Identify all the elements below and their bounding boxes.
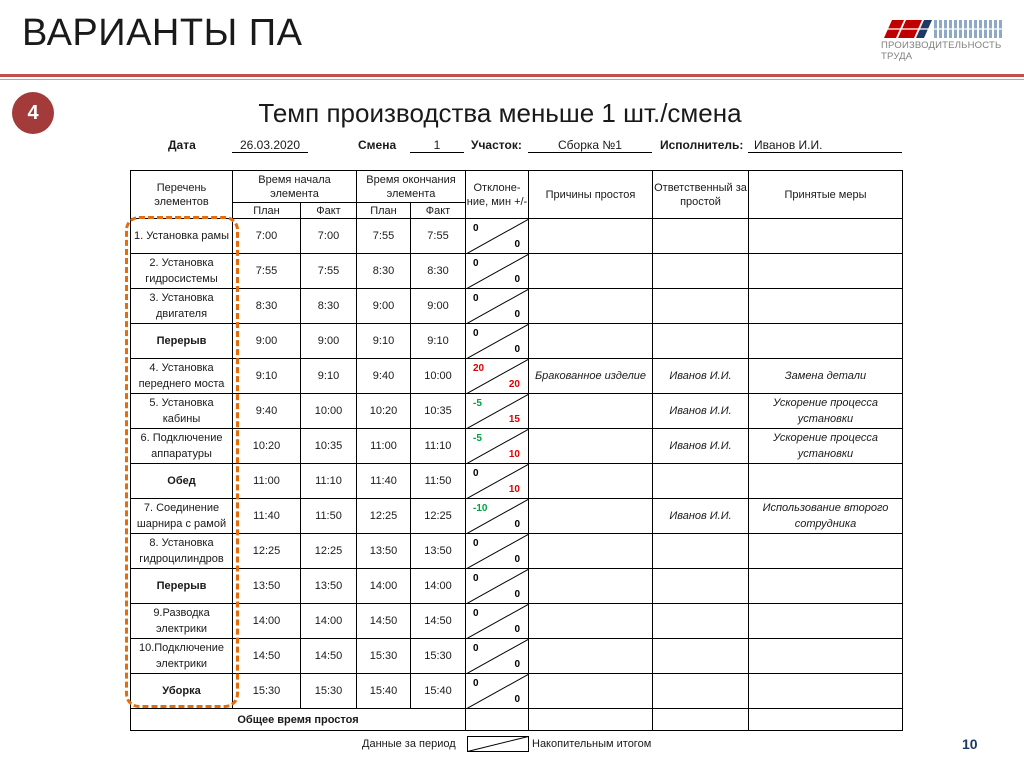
element-name: Уборка <box>131 674 233 709</box>
table-row <box>131 219 903 254</box>
start-fact-cell: 10:00 <box>301 394 357 429</box>
responsible-cell <box>653 324 749 359</box>
deviation-cumulative: 0 <box>514 659 520 670</box>
measure-cell <box>749 604 903 639</box>
measure-cell <box>749 254 903 289</box>
slide-title: ВАРИАНТЫ ПА <box>22 12 303 54</box>
measure-cell: Ускорение процесса установки <box>749 429 903 464</box>
header-start-time: Время начала элемента <box>233 171 357 203</box>
reason-cell <box>529 394 653 429</box>
measure-cell <box>749 464 903 499</box>
title-divider-thin <box>0 79 1024 80</box>
reason-cell <box>529 674 653 709</box>
start-plan-cell: 13:50 <box>233 569 301 604</box>
measure-cell: Ускорение процесса установки <box>749 394 903 429</box>
start-fact-cell: 13:50 <box>301 569 357 604</box>
table-row <box>131 429 903 464</box>
start-fact-cell: 9:00 <box>301 324 357 359</box>
end-plan-cell: 15:40 <box>357 674 411 709</box>
responsible-cell <box>653 674 749 709</box>
responsible-cell <box>653 639 749 674</box>
deviation-cell <box>466 359 529 394</box>
start-plan-cell: 9:00 <box>233 324 301 359</box>
start-plan-cell: 9:10 <box>233 359 301 394</box>
deviation-period: 0 <box>473 538 479 549</box>
start-plan-cell: 9:40 <box>233 394 301 429</box>
element-name: 3. Установка двигателя <box>131 289 233 324</box>
date-value: 26.03.2020 <box>232 138 308 153</box>
element-name: 6. Подключение аппаратуры <box>131 429 233 464</box>
table-row <box>131 534 903 569</box>
table-row <box>131 289 903 324</box>
reason-cell: Бракованное изделие <box>529 359 653 394</box>
deviation-cumulative: 15 <box>508 414 520 425</box>
table-row <box>131 254 903 289</box>
end-plan-cell: 7:55 <box>357 219 411 254</box>
deviation-period: 0 <box>473 293 479 304</box>
reason-cell <box>529 219 653 254</box>
table-row <box>131 324 903 359</box>
end-fact-cell: 12:25 <box>411 499 466 534</box>
step-badge: 4 <box>12 92 54 134</box>
measure-cell <box>749 219 903 254</box>
end-plan-cell: 11:00 <box>357 429 411 464</box>
deviation-cell <box>466 324 529 359</box>
start-fact-cell: 7:00 <box>301 219 357 254</box>
total-row <box>131 709 903 731</box>
end-fact-cell: 11:50 <box>411 464 466 499</box>
measure-cell <box>749 289 903 324</box>
end-plan-cell: 14:00 <box>357 569 411 604</box>
end-plan-cell: 9:40 <box>357 359 411 394</box>
deviation-cell <box>466 639 529 674</box>
reason-cell <box>529 604 653 639</box>
end-fact-cell: 9:10 <box>411 324 466 359</box>
start-plan-cell: 11:00 <box>233 464 301 499</box>
responsible-cell <box>653 219 749 254</box>
deviation-cumulative: 0 <box>514 309 520 320</box>
element-name: Перерыв <box>131 324 233 359</box>
deviation-period: 0 <box>473 258 479 269</box>
measure-cell <box>749 674 903 709</box>
start-fact-cell: 11:10 <box>301 464 357 499</box>
end-plan-cell: 9:00 <box>357 289 411 324</box>
measure-cell <box>749 569 903 604</box>
measure-cell: Использование второго сотрудника <box>749 499 903 534</box>
end-plan-cell: 9:10 <box>357 324 411 359</box>
total-empty-cell <box>653 709 749 731</box>
element-name: Обед <box>131 464 233 499</box>
responsible-cell <box>653 569 749 604</box>
legend-cumulative-label: Накопительным итогом <box>532 738 652 750</box>
reason-cell <box>529 289 653 324</box>
logo-text: ПРОИЗВОДИТЕЛЬНОСТЬ ТРУДА <box>881 40 1002 62</box>
deviation-cell <box>466 604 529 639</box>
responsible-cell: Иванов И.И. <box>653 394 749 429</box>
reason-cell <box>529 324 653 359</box>
table-row <box>131 674 903 709</box>
page-number: 10 <box>962 736 978 752</box>
end-fact-cell: 8:30 <box>411 254 466 289</box>
start-plan-cell: 10:20 <box>233 429 301 464</box>
deviation-period: 0 <box>473 328 479 339</box>
deviation-period: 0 <box>473 468 479 479</box>
title-divider <box>0 74 1024 77</box>
legend-split-box <box>467 736 529 752</box>
start-fact-cell: 7:55 <box>301 254 357 289</box>
table-row <box>131 464 903 499</box>
deviation-period: 20 <box>473 363 485 374</box>
total-empty-cell <box>466 709 529 731</box>
total-empty-cell <box>749 709 903 731</box>
deviation-cumulative: 0 <box>514 694 520 705</box>
measure-cell <box>749 324 903 359</box>
start-plan-cell: 14:50 <box>233 639 301 674</box>
deviation-cumulative: 0 <box>514 589 520 600</box>
executor-value: Иванов И.И. <box>748 138 902 153</box>
responsible-cell <box>653 254 749 289</box>
deviation-cell <box>466 499 529 534</box>
deviation-cumulative: 0 <box>514 344 520 355</box>
deviation-cell <box>466 289 529 324</box>
element-name: 10.Подключение электрики <box>131 639 233 674</box>
header-end-plan: План <box>357 203 411 219</box>
end-fact-cell: 9:00 <box>411 289 466 324</box>
shift-value: 1 <box>410 138 464 153</box>
start-plan-cell: 12:25 <box>233 534 301 569</box>
deviation-cumulative: 20 <box>508 379 520 390</box>
start-plan-cell: 14:00 <box>233 604 301 639</box>
deviation-cumulative: 0 <box>514 274 520 285</box>
start-fact-cell: 9:10 <box>301 359 357 394</box>
deviation-cell <box>466 534 529 569</box>
element-name: 7. Соединение шарнира с рамой <box>131 499 233 534</box>
header-start-plan: План <box>233 203 301 219</box>
reason-cell <box>529 499 653 534</box>
responsible-cell <box>653 604 749 639</box>
deviation-cell <box>466 429 529 464</box>
table-row <box>131 394 903 429</box>
start-plan-cell: 8:30 <box>233 289 301 324</box>
element-name: 1. Установка рамы <box>131 219 233 254</box>
end-plan-cell: 12:25 <box>357 499 411 534</box>
end-fact-cell: 14:50 <box>411 604 466 639</box>
deviation-period: 0 <box>473 643 479 654</box>
start-fact-cell: 12:25 <box>301 534 357 569</box>
header-end-time: Время окончания элемента <box>357 171 466 203</box>
total-label: Общее время простоя <box>131 709 466 731</box>
end-plan-cell: 8:30 <box>357 254 411 289</box>
responsible-cell <box>653 534 749 569</box>
deviation-cell <box>466 569 529 604</box>
start-fact-cell: 8:30 <box>301 289 357 324</box>
downtime-table <box>130 170 903 731</box>
deviation-period: -5 <box>473 398 482 409</box>
end-fact-cell: 10:00 <box>411 359 466 394</box>
end-fact-cell: 11:10 <box>411 429 466 464</box>
deviation-period: -10 <box>473 503 488 514</box>
deviation-period: -5 <box>473 433 482 444</box>
responsible-cell <box>653 289 749 324</box>
area-value: Сборка №1 <box>528 138 652 153</box>
start-fact-cell: 15:30 <box>301 674 357 709</box>
end-fact-cell: 15:30 <box>411 639 466 674</box>
element-name: 4. Установка переднего моста <box>131 359 233 394</box>
measure-cell: Замена детали <box>749 359 903 394</box>
table-row <box>131 359 903 394</box>
end-plan-cell: 15:30 <box>357 639 411 674</box>
element-name: 2. Установка гидросистемы <box>131 254 233 289</box>
executor-label: Исполнитель: <box>660 138 744 152</box>
element-name: Перерыв <box>131 569 233 604</box>
date-label: Дата <box>168 138 196 152</box>
deviation-period: 0 <box>473 678 479 689</box>
deviation-cumulative: 0 <box>514 554 520 565</box>
header-elements: Перечень элементов <box>131 171 233 219</box>
slide-subtitle: Темп производства меньше 1 шт./смена <box>258 98 742 128</box>
measure-cell <box>749 534 903 569</box>
end-fact-cell: 7:55 <box>411 219 466 254</box>
deviation-cumulative: 0 <box>514 624 520 635</box>
total-empty-cell <box>529 709 653 731</box>
deviation-cell <box>466 219 529 254</box>
deviation-cell <box>466 394 529 429</box>
element-name: 5. Установка кабины <box>131 394 233 429</box>
start-plan-cell: 15:30 <box>233 674 301 709</box>
deviation-period: 0 <box>473 223 479 234</box>
start-fact-cell: 14:50 <box>301 639 357 674</box>
end-fact-cell: 14:00 <box>411 569 466 604</box>
reason-cell <box>529 254 653 289</box>
table-row <box>131 639 903 674</box>
reason-cell <box>529 429 653 464</box>
end-plan-cell: 11:40 <box>357 464 411 499</box>
shift-label: Смена <box>358 138 397 152</box>
measure-cell <box>749 639 903 674</box>
deviation-cell <box>466 254 529 289</box>
start-plan-cell: 11:40 <box>233 499 301 534</box>
start-fact-cell: 10:35 <box>301 429 357 464</box>
header-responsible: Ответственный за простой <box>653 171 749 219</box>
start-plan-cell: 7:00 <box>233 219 301 254</box>
end-fact-cell: 10:35 <box>411 394 466 429</box>
reason-cell <box>529 464 653 499</box>
reason-cell <box>529 569 653 604</box>
deviation-cumulative: 0 <box>514 519 520 530</box>
responsible-cell: Иванов И.И. <box>653 359 749 394</box>
table-row <box>131 569 903 604</box>
deviation-cumulative: 0 <box>514 239 520 250</box>
deviation-period: 0 <box>473 573 479 584</box>
reason-cell <box>529 534 653 569</box>
area-label: Участок: <box>471 138 522 152</box>
deviation-period: 0 <box>473 608 479 619</box>
deviation-cell <box>466 464 529 499</box>
deviation-cumulative: 10 <box>508 449 520 460</box>
header-reasons: Причины простоя <box>529 171 653 219</box>
end-fact-cell: 13:50 <box>411 534 466 569</box>
element-name: 8. Установка гидроцилиндров <box>131 534 233 569</box>
responsible-cell: Иванов И.И. <box>653 429 749 464</box>
end-plan-cell: 13:50 <box>357 534 411 569</box>
end-plan-cell: 10:20 <box>357 394 411 429</box>
header-deviation: Отклоне-ние, мин +/- <box>466 171 529 219</box>
header-start-fact: Факт <box>301 203 357 219</box>
responsible-cell <box>653 464 749 499</box>
start-fact-cell: 14:00 <box>301 604 357 639</box>
table-row <box>131 604 903 639</box>
header-end-fact: Факт <box>411 203 466 219</box>
reason-cell <box>529 639 653 674</box>
deviation-cumulative: 10 <box>508 484 520 495</box>
deviation-cell <box>466 674 529 709</box>
start-plan-cell: 7:55 <box>233 254 301 289</box>
element-name: 9.Разводка электрики <box>131 604 233 639</box>
end-fact-cell: 15:40 <box>411 674 466 709</box>
start-fact-cell: 11:50 <box>301 499 357 534</box>
legend-period-label: Данные за период <box>362 738 456 750</box>
responsible-cell: Иванов И.И. <box>653 499 749 534</box>
table-row <box>131 499 903 534</box>
end-plan-cell: 14:50 <box>357 604 411 639</box>
header-measures: Принятые меры <box>749 171 903 219</box>
